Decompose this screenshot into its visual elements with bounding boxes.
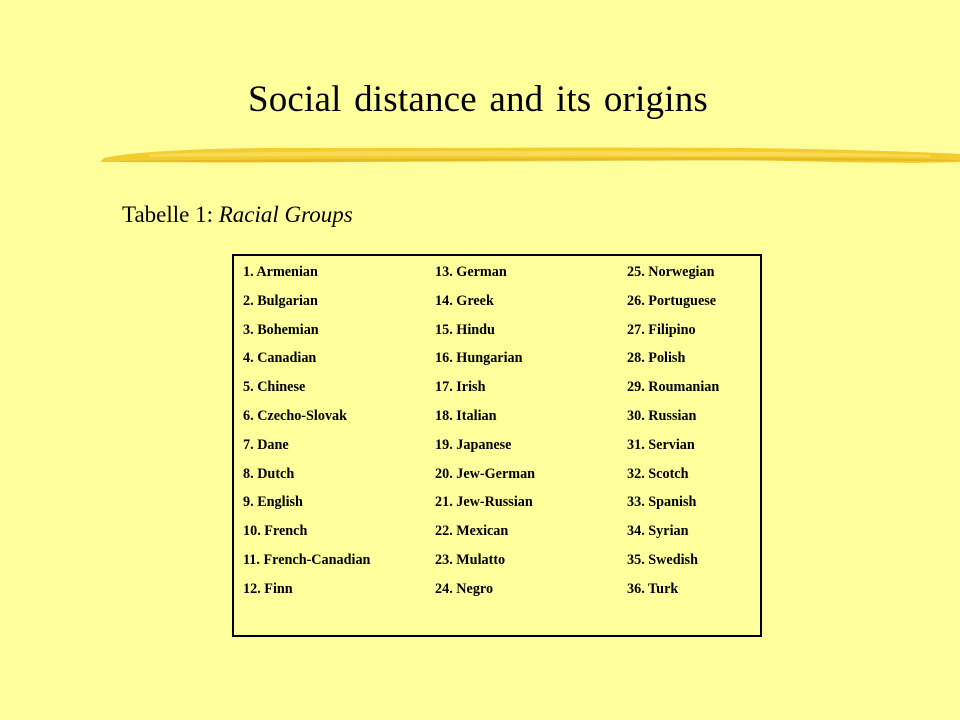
groups-column-1: [243, 262, 433, 608]
group-item: 5. Chinese: [243, 379, 306, 396]
slide-title: Social distance and its origins: [247, 79, 709, 120]
group-item: 14. Greek: [435, 292, 494, 309]
group-item: 9. English: [243, 494, 303, 511]
group-item: 3. Bohemian: [243, 321, 319, 338]
group-item: 8. Dutch: [243, 465, 295, 482]
group-item: 23. Mulatto: [435, 551, 506, 568]
group-item: 22. Mexican: [435, 523, 509, 540]
group-item: 24. Negro: [435, 580, 494, 597]
group-item: 20. Jew-German: [435, 465, 536, 482]
group-item: 32. Scotch: [627, 465, 689, 482]
group-item: 34. Syrian: [627, 523, 689, 540]
group-item: 18. Italian: [435, 407, 497, 424]
group-item: 25. Norwegian: [627, 264, 715, 280]
brush-stroke-underline: [0, 135, 960, 175]
group-item: 17. Irish: [435, 379, 486, 396]
group-item: 33. Spanish: [627, 494, 697, 511]
group-item: 6. Czecho-Slovak: [243, 407, 348, 424]
table-caption: [122, 200, 353, 230]
table-caption-label: Tabelle 1:: [122, 202, 219, 227]
group-item: 12. Finn: [243, 580, 293, 597]
group-item: 21. Jew-Russian: [435, 494, 533, 511]
group-item: 13. German: [435, 264, 507, 280]
group-item: 16. Hungarian: [435, 350, 523, 367]
group-item: 28. Polish: [627, 350, 686, 367]
groups-column-2: [435, 262, 625, 608]
group-item: 26. Portuguese: [627, 292, 717, 309]
groups-column-3: [627, 262, 817, 608]
group-item: 35. Swedish: [627, 551, 698, 568]
group-item: 2. Bulgarian: [243, 292, 318, 309]
group-item: 19. Japanese: [435, 436, 512, 453]
group-item: 15. Hindu: [435, 321, 495, 338]
racial-groups-table: [232, 254, 762, 637]
group-item: 11. French-Canadian: [243, 551, 371, 568]
group-item: 4. Canadian: [243, 350, 317, 367]
group-item: 31. Servian: [627, 436, 695, 453]
group-item: 10. French: [243, 523, 308, 540]
group-item: 27. Filipino: [627, 321, 696, 338]
group-item: 29. Roumanian: [627, 379, 720, 396]
table-caption-title: Racial Groups: [218, 202, 353, 227]
group-item: 36. Turk: [627, 580, 679, 597]
group-item: 7. Dane: [243, 436, 289, 453]
group-item: 30. Russian: [627, 407, 697, 424]
group-item: 1. Armenian: [243, 264, 318, 280]
